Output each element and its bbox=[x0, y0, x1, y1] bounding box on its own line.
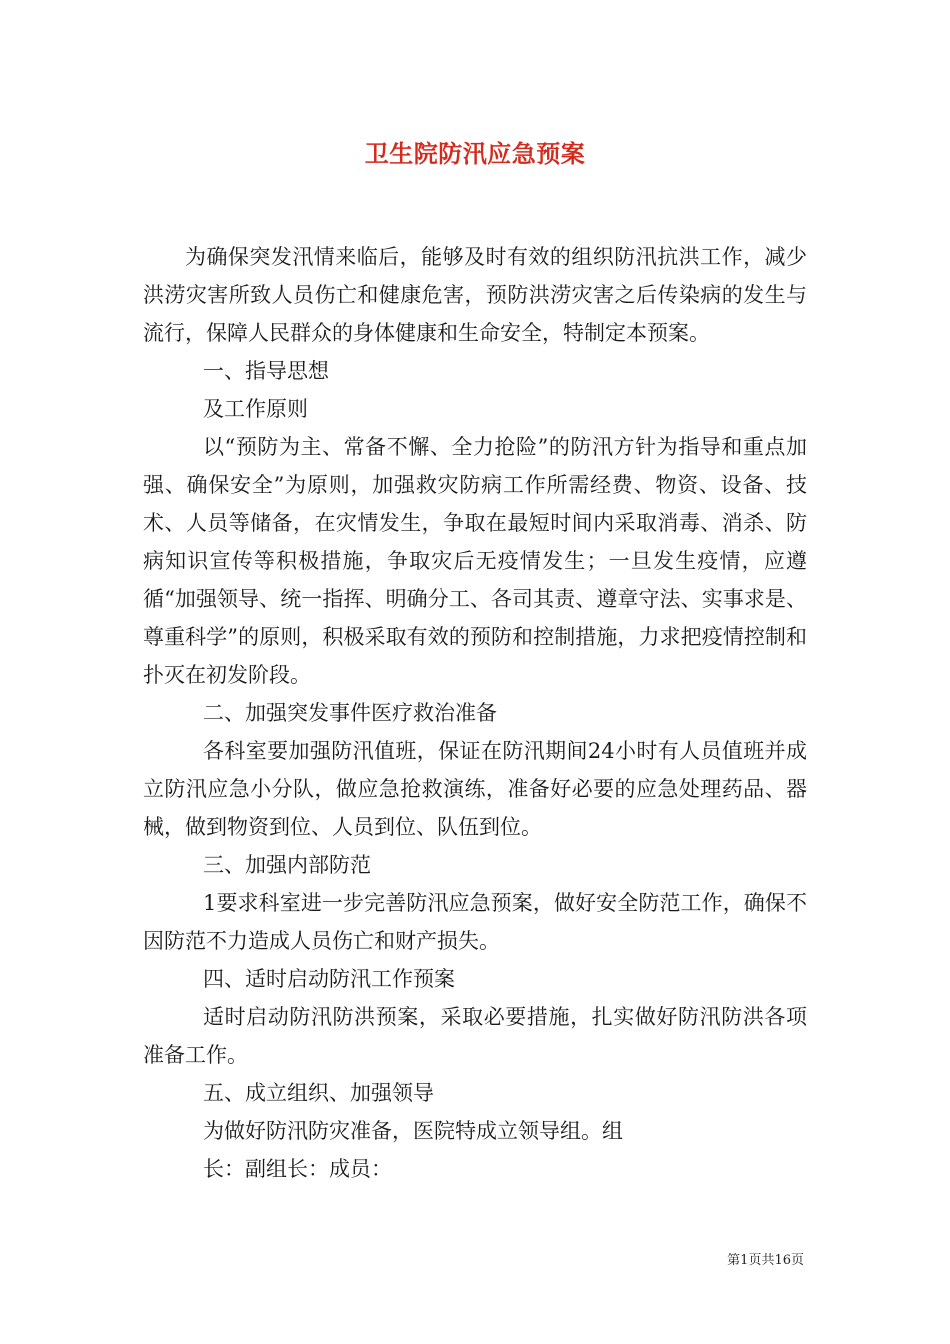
paragraph-organization: 为做好防汛防灾准备，医院特成立领导组。组 bbox=[203, 1119, 623, 1143]
page-number: 第1页共16页 bbox=[727, 1253, 804, 1268]
heading-launch-plan: 四、适时启动防汛工作预案 bbox=[203, 967, 455, 991]
document-body bbox=[143, 238, 807, 1188]
paragraph-intro: 为确保突发汛情来临后，能够及时有效的组织防汛抗洪工作，减少洪涝灾害所致人员伤亡和健康危害，预防洪涝灾害之后传染病的发生与流行，保障人民群众的身体健康和生命安全，特制定本预案。 bbox=[143, 245, 807, 345]
paragraph-members: 长：副组长：成员： bbox=[203, 1157, 392, 1181]
heading-internal-prevention: 三、加强内部防范 bbox=[203, 853, 371, 877]
paragraph-principle: 以“预防为主、常备不懈、全力抢险”的防汛方针为指导和重点加强、确保安全”为原则，加强救灾防病工作所需经费、物资、设备、技术、人员等储备，在灾情发生，争取在最短时间内采取消毒、消杀、防病知识宣传等积极措施，争取灾后无疫情发生；一旦发生疫情，应遵循“加强领导、统一指挥、明确分工、各司其责、遵章守法、实事求是、尊重科学”的原则，积极采取有效的预防和控制措施，力求把疫情控制和扑灭在初发阶段。 bbox=[143, 435, 807, 687]
document-title: 卫生院防汛应急预案 bbox=[364, 139, 586, 168]
heading-guiding-thought: 一、指导思想 bbox=[203, 359, 329, 383]
paragraph-medical-prep: 各科室要加强防汛值班，保证在防汛期间24小时有人员值班并成立防汛应急小分队，做应急抢救演练，准备好必要的应急处理药品、器械，做到物资到位、人员到位、队伍到位。 bbox=[143, 739, 807, 839]
heading-organization: 五、成立组织、加强领导 bbox=[203, 1081, 434, 1105]
heading-work-principle: 及工作原则 bbox=[203, 397, 308, 421]
paragraph-internal-prevention: 1要求科室进一步完善防汛应急预案，做好安全防范工作，确保不因防范不力造成人员伤亡和财产损失。 bbox=[143, 891, 807, 953]
paragraph-launch-plan: 适时启动防汛防洪预案，采取必要措施，扎实做好防汛防洪各项准备工作。 bbox=[143, 1005, 807, 1067]
heading-medical-prep: 二、加强突发事件医疗救治准备 bbox=[203, 701, 497, 725]
